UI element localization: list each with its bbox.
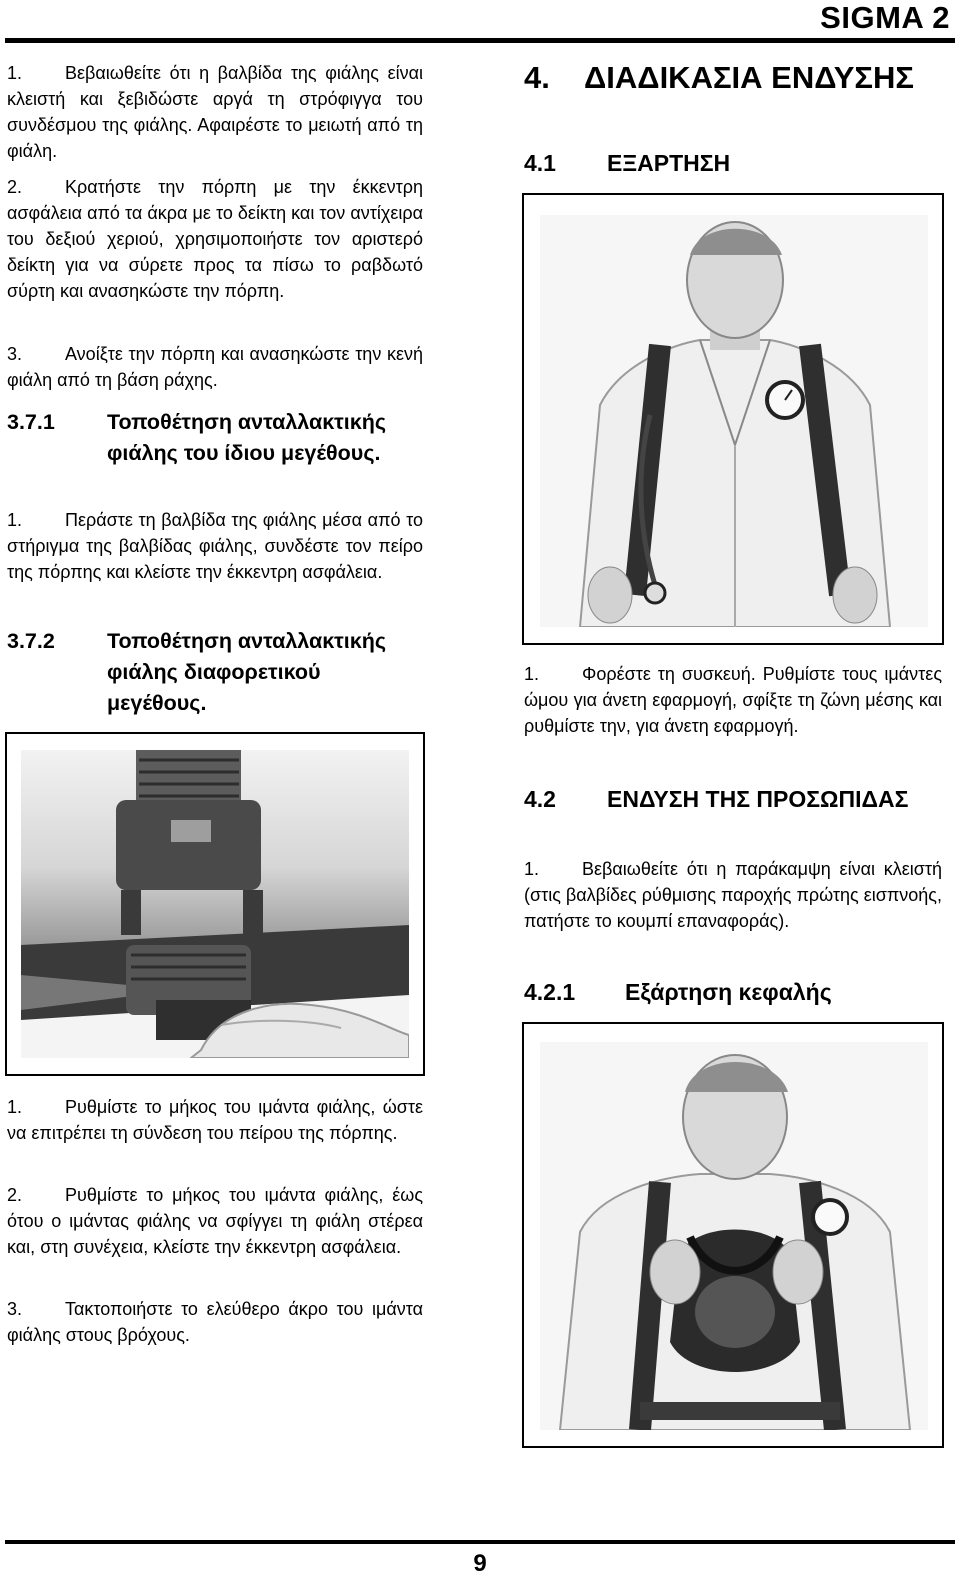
step-number: 1. — [524, 859, 540, 879]
step-text: Ρυθμίστε το μήκος του ιμάντα φιάλης, ώστε να επιτρέπει τη σύνδεση του πείρου της πόρπης. — [7, 1097, 423, 1143]
step-number: 3. — [7, 344, 23, 364]
heading-4 — [524, 60, 942, 96]
step-number: 1. — [7, 63, 23, 83]
heading-text: Εξάρτηση κεφαλής — [625, 979, 832, 1005]
step-number: 1. — [7, 1097, 23, 1117]
left-after-step-2 — [7, 1182, 423, 1260]
step-number: 1. — [7, 510, 23, 530]
step-number: 3. — [7, 1299, 23, 1319]
left-step-2 — [7, 174, 423, 304]
step-text: Τακτοποιήστε το ελεύθερο άκρο του ιμάντα φιάλης στους βρόχους. — [7, 1299, 423, 1345]
buckle-photo — [21, 750, 409, 1058]
header-divider — [5, 38, 955, 43]
heading-text: ΕΞΑΡΤΗΣΗ — [607, 150, 731, 176]
mask-photo — [540, 1042, 928, 1430]
heading-4-1 — [524, 148, 942, 178]
left-after-step-1 — [7, 1094, 423, 1146]
heading-number: 3.7.1 — [7, 410, 55, 434]
heading-text: ΕΝΔΥΣΗ ΤΗΣ ΠΡΟΣΩΠΙΔΑΣ — [607, 786, 909, 812]
buckle-photo-frame — [5, 732, 425, 1076]
heading-number: 4.2.1 — [524, 979, 576, 1005]
left-step-1 — [7, 60, 423, 164]
heading-number: 4.2 — [524, 786, 556, 812]
page-number: 9 — [473, 1550, 487, 1577]
step-number: 2. — [7, 1185, 23, 1205]
step-text: Κρατήστε την πόρπη με την έκκεντρη ασφάλεια από τα άκρα με το δείκτη και τον αντίχειρα του δεξιού χεριού, χρησιμοποιήστε τον αριστερό δείκτη για να σύρετε προς τα πίσω το ραβδωτό σύρτη και ανασηκώστε την πόρπη. — [7, 177, 423, 301]
heading-3-7-2 — [7, 626, 423, 719]
harness-photo — [540, 215, 928, 627]
step-text: Βεβαιωθείτε ότι η βαλβίδα της φιάλης είναι κλειστή και ξεβιδώστε αργά τη στρόφιγγα του συνδέσμου της φιάλης. Αφαιρέστε το μειωτή από τη φιάλη. — [7, 63, 423, 161]
document-title: SIGMA 2 — [820, 0, 950, 35]
mask-photo-frame — [522, 1022, 944, 1448]
step-text: Ανοίξτε την πόρπη και ανασηκώστε την κενή φιάλη από τη βάση ράχης. — [7, 344, 423, 390]
heading-number: 3.7.2 — [7, 629, 55, 653]
step-number: 2. — [7, 177, 23, 197]
harness-photo-frame — [522, 193, 944, 645]
left-step-3 — [7, 341, 423, 393]
step-text: Περάστε τη βαλβίδα της φιάλης μέσα από το στήριγμα της βαλβίδας φιάλης, συνδέστε τον πείρο της πόρπης και κλείστε την έκκεντρη ασφάλεια. — [7, 510, 423, 582]
heading-4-2-1 — [524, 977, 942, 1007]
heading-number: 4.1 — [524, 150, 556, 176]
right-4-2-step-1 — [524, 856, 942, 934]
step-text: Ρυθμίστε το μήκος του ιμάντα φιάλης, έως ότου ο ιμάντας φιάλης να σφίγγει τη φιάλη στέρεα και, στη συνέχεια, κλείστε την έκκεντρη ασφάλεια. — [7, 1185, 423, 1257]
left-after-step-3 — [7, 1296, 423, 1348]
heading-text: ΔΙΑΔΙΚΑΣΙΑ ΕΝΔΥΣΗΣ — [584, 60, 914, 95]
heading-4-2 — [524, 784, 942, 814]
step-text: Βεβαιωθείτε ότι η παράκαμψη είναι κλειστή (στις βαλβίδες ρύθμισης παροχής πρώτης εισπνοής, πατήστε το κουμπί επαναφοράς). — [524, 859, 942, 931]
heading-3-7-1 — [7, 407, 423, 469]
left-3-7-1-step-1 — [7, 507, 423, 585]
heading-number: 4. — [524, 60, 550, 95]
heading-text: Τοποθέτηση ανταλλακτικής φιάλης διαφορετικού μεγέθους. — [107, 629, 387, 715]
step-number: 1. — [524, 664, 540, 684]
right-4-1-step-1 — [524, 661, 942, 739]
step-text: Φορέστε τη συσκευή. Ρυθμίστε τους ιμάντες ώμου για άνετη εφαρμογή, σφίξτε τη ζώνη μέσης και ρυθμίστε την, για άνετη εφαρμογή. — [524, 664, 942, 736]
footer-divider — [5, 1540, 955, 1544]
heading-text: Τοποθέτηση ανταλλακτικής φιάλης του ίδιου μεγέθους. — [107, 410, 387, 465]
